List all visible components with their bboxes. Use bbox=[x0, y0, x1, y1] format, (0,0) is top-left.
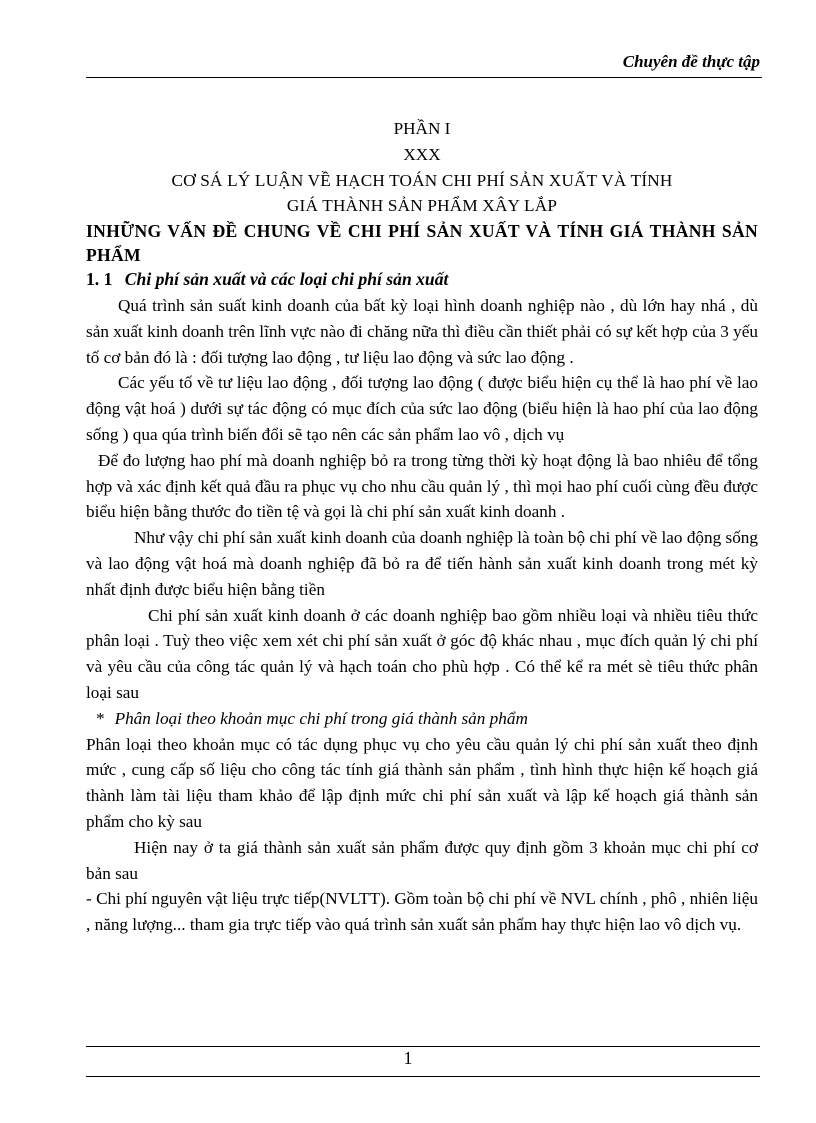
paragraph-5: Chi phí sản xuất kinh doanh ở các doanh nghiệp bao gồm nhiều loại và nhiều tiêu thức phân loại . Tuỳ theo việc xem xét chi phí sản xuất ở góc độ khác nhau , mục đích quản lý chi phí và yêu cầu của công tác quản lý và hạch toán cho phù hợp . Có thể kể ra mét sè tiêu thức phân loại sau bbox=[86, 605, 758, 702]
bullet-symbol: * bbox=[96, 708, 105, 728]
paragraph-1: Quá trình sản suất kinh doanh của bất kỳ loại hình doanh nghiệp nào , dù lớn hay nhá , dù sản xuất kinh doanh trên lĩnh vực nào đi chăng nữa thì điều cần thiết phải có sự kết hợp của 3 yếu tố cơ bản đó là : đối tượng lao động , tư liệu lao động và sức lao động . bbox=[86, 295, 758, 367]
part-title-line-2: GIÁ THÀNH SẢN PHẨM XÂY LẮP bbox=[286, 196, 558, 216]
footer-divider bbox=[86, 1046, 760, 1047]
document-header-title: Chuyên đề thực tập bbox=[622, 52, 760, 71]
bullet-text: Phân loại theo khoản mục chi phí trong giá thành sản phẩm bbox=[114, 708, 528, 728]
page-number: 1 bbox=[403, 1048, 413, 1068]
section-heading: INHỮNG VẤN ĐỀ CHUNG VỀ CHI PHÍ SẢN XUẤT VÀ TÍNH GIÁ THÀNH SẢN PHẨM bbox=[86, 221, 758, 266]
paragraph-2: Các yếu tố về tư liệu lao động , đối tượng lao động ( được biểu hiện cụ thể là hao phí về lao động vật hoá ) dưới sự tác động có mục đích của sức lao động (biểu hiện là hao phí của lao động sống ) qua qúa trình biến đổi sẽ tạo nên các sản phẩm lao vô , dịch vụ bbox=[86, 373, 758, 444]
part-title-line-1: CƠ SÁ LÝ LUẬN VỀ HẠCH TOÁN CHI PHÍ SẢN XUẤT VÀ TÍNH bbox=[171, 170, 673, 190]
subsection-title: Chi phí sản xuất và các loại chi phí sản xuất bbox=[124, 269, 449, 290]
part-block bbox=[86, 116, 758, 219]
subsection-number: 1. 1 bbox=[86, 269, 113, 290]
part-label: PHẦN I bbox=[393, 119, 451, 138]
page-content bbox=[86, 116, 758, 938]
paragraph-3: Để đo lượng hao phí mà doanh nghiệp bỏ ra trong từng thời kỳ hoạt động là bao nhiêu để tổng hợp và xác định kết quả đầu ra phục vụ cho nhu cầu quản lý , thì mọi hao phí cuối cùng đều được biểu hiện bằng thước đo tiền tệ và gọi là chi phí sản xuất kinh doanh . bbox=[86, 450, 758, 522]
part-marker: XXX bbox=[403, 144, 441, 164]
paragraph-8: - Chi phí nguyên vật liệu trực tiếp(NVLTT). Gồm toàn bộ chi phí về NVL chính , phô , nhiên liệu , năng lượng... tham gia trực tiếp vào quá trình sản xuất sản phẩm hay thực hiện lao vô dịch vụ. bbox=[86, 889, 758, 935]
header-divider bbox=[86, 77, 762, 78]
paragraph-4: Như vậy chi phí sản xuất kinh doanh của doanh nghiệp là toàn bộ chi phí về lao động sống và lao động vật hoá mà doanh nghiệp đã bỏ ra để tiến hành sản xuất kinh doanh trong mét kỳ nhất định được biểu hiện bằng tiền bbox=[86, 528, 758, 599]
footer-bottom-divider bbox=[86, 1076, 760, 1077]
bullet-item bbox=[86, 706, 758, 732]
paragraph-7: Hiện nay ở ta giá thành sản xuất sản phẩm được quy định gồm 3 khoản mục chi phí cơ bản sau bbox=[86, 837, 758, 883]
paragraph-6: Phân loại theo khoản mục có tác dụng phục vụ cho yêu cầu quản lý chi phí sản xuất theo định mức , cung cấp số liệu cho công tác tính giá thành sản phẩm , tình hình thực hiện kế hoạch giá thành làm tài liệu tham khảo để lập định mức chi phí sản xuất và lập kế hoạch giá thành sản phẩm cho kỳ sau bbox=[86, 734, 758, 831]
subsection-heading bbox=[86, 267, 758, 293]
